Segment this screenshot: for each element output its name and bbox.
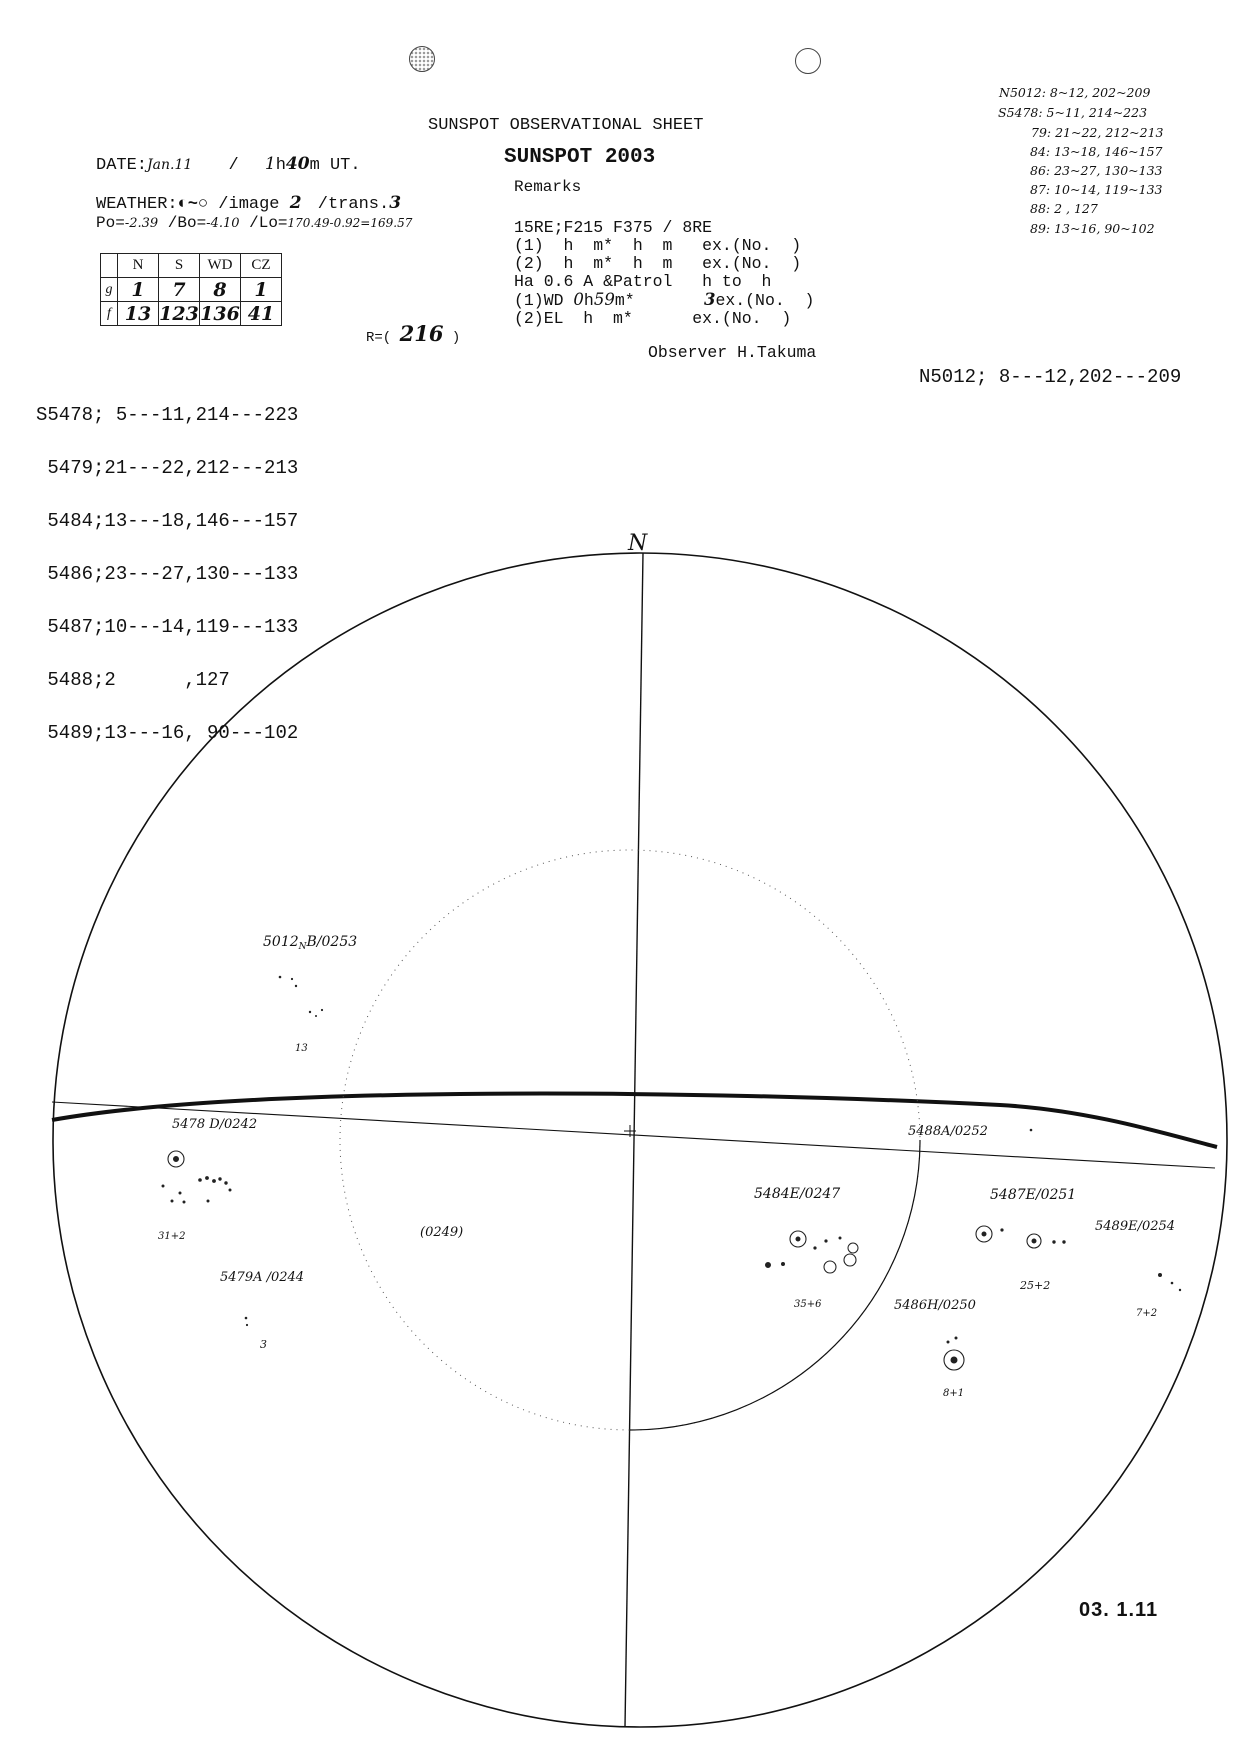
note-line: 84: 13~18, 146~157: [1030, 144, 1163, 159]
group-5486-label: 5486H/0250: [894, 1298, 976, 1313]
group-5012-rest: B/0253: [306, 934, 358, 950]
remarks-wd-prefix: (1)WD: [514, 291, 574, 310]
group-5487-spots: [976, 1226, 1065, 1248]
south-group-line: 5487;10---14,119---133: [36, 616, 299, 638]
image-label: /image: [218, 195, 280, 214]
group-5012-sub: N: [298, 942, 307, 952]
group-5489-label: 5489E/0254: [1095, 1219, 1176, 1234]
trans-value: 3: [389, 193, 402, 213]
f-row-label: f: [101, 302, 118, 326]
note-line: N5012: 8~12, 202~209: [999, 85, 1151, 100]
g-s-value: 7: [159, 278, 200, 302]
g-cz-value: 1: [241, 278, 282, 302]
header-n: N: [118, 254, 159, 278]
group-5486-count: 8+1: [943, 1388, 965, 1399]
note-line: 79: 21~22, 212~213: [1031, 125, 1164, 140]
program-title: SUNSPOT 2003: [504, 146, 656, 169]
group-5484-count: 35+6: [794, 1299, 822, 1310]
image-value: 2: [289, 193, 302, 213]
sheet-title: SUNSPOT OBSERVATIONAL SHEET: [428, 116, 704, 135]
group-5484-spots: [766, 1231, 859, 1273]
remarks-wd-h: h: [583, 291, 594, 310]
weather-label: WEATHER:: [96, 195, 178, 214]
group-5012-spots: [279, 976, 323, 1017]
remarks-wd-minute: 59: [593, 290, 615, 309]
remarks-line: (2) h m* h m ex.(No. ): [514, 254, 802, 273]
f-s-value: 123: [159, 302, 199, 325]
central-zone-circle: [340, 850, 920, 1430]
note-line: 87: 10~14, 119~133: [1030, 182, 1163, 197]
remarks-wd-hour: 0: [573, 290, 584, 309]
south-group-line: 5479;21---22,212---213: [36, 457, 299, 479]
group-5487-count: 25+2: [1020, 1279, 1051, 1292]
minute-unit: m UT.: [309, 156, 361, 175]
r-label: R=(: [366, 330, 392, 346]
hour-unit: h: [275, 156, 286, 175]
f-n-value: 13: [118, 302, 159, 326]
g-row-label: g: [101, 278, 118, 302]
hour-value: 1: [264, 154, 276, 174]
group-0249-label: (0249): [420, 1225, 464, 1240]
minute-value: 40: [285, 154, 310, 174]
sheet-date: 03. 1.11: [1079, 1599, 1159, 1621]
south-group-line: 5484;13---18,146---157: [36, 510, 299, 532]
remarks-line: (2)EL h m* ex.(No. ): [514, 309, 792, 328]
south-group-line: 5488;2 ,127: [36, 669, 230, 691]
note-line: 89: 13~16, 90~102: [1030, 221, 1155, 236]
remarks-wd-exrest: ex.(No. ): [715, 291, 815, 310]
remarks-line: (1) h m* h m ex.(No. ): [514, 236, 802, 255]
date-label: DATE:: [96, 156, 148, 175]
observer-line: Observer H.Takuma: [648, 343, 817, 362]
note-line: S5478: 5~11, 214~223: [998, 105, 1148, 120]
group-5478-count: 31+2: [158, 1231, 186, 1242]
f-cz-value: 41: [241, 302, 282, 326]
g-wd-value: 8: [200, 278, 241, 302]
group-5488-spots: [1030, 1129, 1033, 1132]
central-meridian-line: [625, 553, 643, 1727]
central-zone-arc-solid: [630, 1140, 920, 1430]
f-wd-value: 136: [200, 302, 240, 325]
header-cz: CZ: [241, 254, 282, 278]
group-5012-count: 13: [295, 1043, 308, 1054]
group-5478-label: 5478 D/0242: [172, 1117, 258, 1132]
remarks-wd-rest: m*: [614, 291, 635, 310]
group-5486-spots: [944, 1337, 964, 1370]
remarks-line: Ha 0.6 A &Patrol h to h: [514, 272, 772, 291]
date-value: Jan.11: [147, 157, 193, 173]
p-value: -2.39: [124, 216, 159, 231]
south-group-line: 5489;13---16, 90---102: [36, 722, 299, 744]
l-label: /Lo=: [249, 214, 288, 232]
b-value: -4.10: [206, 216, 240, 231]
group-5479-count: 3: [260, 1338, 267, 1351]
group-5479-spots: [245, 1317, 248, 1326]
south-group-line: S5478; 5---11,214---223: [36, 404, 299, 426]
header-s: S: [159, 254, 200, 278]
header-wd: WD: [200, 254, 241, 278]
remarks-label: Remarks: [514, 178, 582, 196]
group-5012-number: 5012: [263, 934, 299, 950]
r-close: ): [451, 330, 461, 346]
p-label: Po=: [96, 214, 125, 232]
group-5012-label: [263, 934, 357, 952]
group-5484-label: 5484E/0247: [754, 1186, 841, 1202]
weather-value: ◐~○: [177, 193, 209, 212]
trans-label: /trans.: [317, 195, 390, 214]
note-line: 88: 2 , 127: [1030, 201, 1098, 216]
group-5488-label: 5488A/0252: [908, 1124, 988, 1139]
north-group-line: N5012; 8---12,202---209: [919, 366, 1182, 388]
north-label: N: [628, 531, 648, 556]
group-5487-label: 5487E/0251: [990, 1187, 1077, 1203]
group-5489-count: 7+2: [1136, 1308, 1158, 1319]
b-label: /Bo=: [167, 214, 207, 232]
group-5489-spots: [1158, 1273, 1181, 1291]
note-line: 86: 23~27, 130~133: [1030, 163, 1163, 178]
group-5478-spots: [162, 1151, 231, 1203]
date-slash: /: [228, 156, 239, 175]
g-n-value: 1: [118, 278, 159, 302]
remarks-wd-excount: 3: [703, 290, 716, 309]
remarks-line: 15RE;F215 F375 / 8RE: [514, 218, 713, 237]
south-group-line: 5486;23---27,130---133: [36, 563, 299, 585]
group-5479-label: 5479A /0244: [220, 1270, 305, 1285]
r-value: 216: [399, 321, 444, 346]
l-value: 170.49-0.92=169.57: [287, 216, 413, 230]
